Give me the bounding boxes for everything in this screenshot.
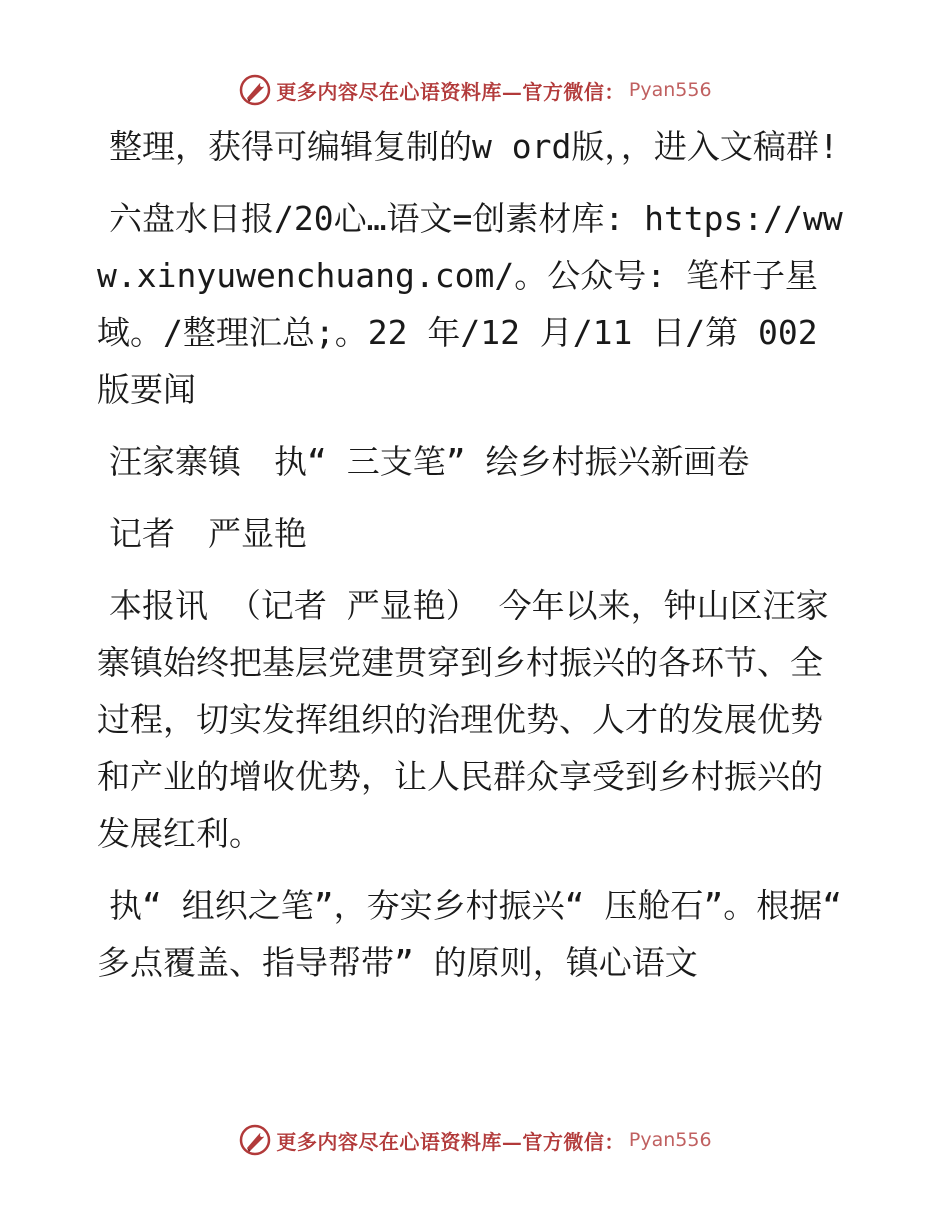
- article-title: 汪家寨镇 执“ 三支笔” 绘乡村振兴新画卷: [109, 442, 750, 481]
- paragraph-lead: 本报讯 （记者 严显艳） 今年以来，钟山区汪家寨镇始终把基层党建贯穿到乡村振兴的各环节、全过程，切实发挥组织的治理优势、人才的发展优势和产业的增收优势，让人民群众享受到乡村振兴的发展红利。: [97, 586, 829, 853]
- paragraph-section-1: 执“ 组织之笔”，夯实乡村振兴“ 压舱石”。根据“ 多点覆盖、指导帮带” 的原则，镇心语文: [97, 886, 843, 982]
- pen-logo-icon: [238, 1123, 272, 1157]
- article-byline: 记者 严显艳: [109, 514, 307, 553]
- paragraph-intro: 整理，获得可编辑复制的w ord版，，进入文稿群!: [109, 127, 839, 166]
- banner-site-text: 更多内容尽在心语资料库—官方微信：: [276, 1129, 625, 1154]
- footer-banner: [0, 1120, 950, 1160]
- document-body: [97, 118, 852, 1006]
- header-banner: [0, 70, 950, 110]
- pen-logo-icon: [238, 73, 272, 107]
- banner-wechat-id: Pyan556: [628, 79, 712, 101]
- banner-wechat-id: Pyan556: [628, 1129, 712, 1151]
- paragraph-source: 六盘水日报/20心…语文=创素材库: https://www.xinyuwenchuang.com/。公众号: 笔杆子星域。/整理汇总;。22 年/12 月/11 日/第 002 版要闻: [97, 199, 843, 409]
- banner-site-text: 更多内容尽在心语资料库—官方微信：: [276, 79, 625, 104]
